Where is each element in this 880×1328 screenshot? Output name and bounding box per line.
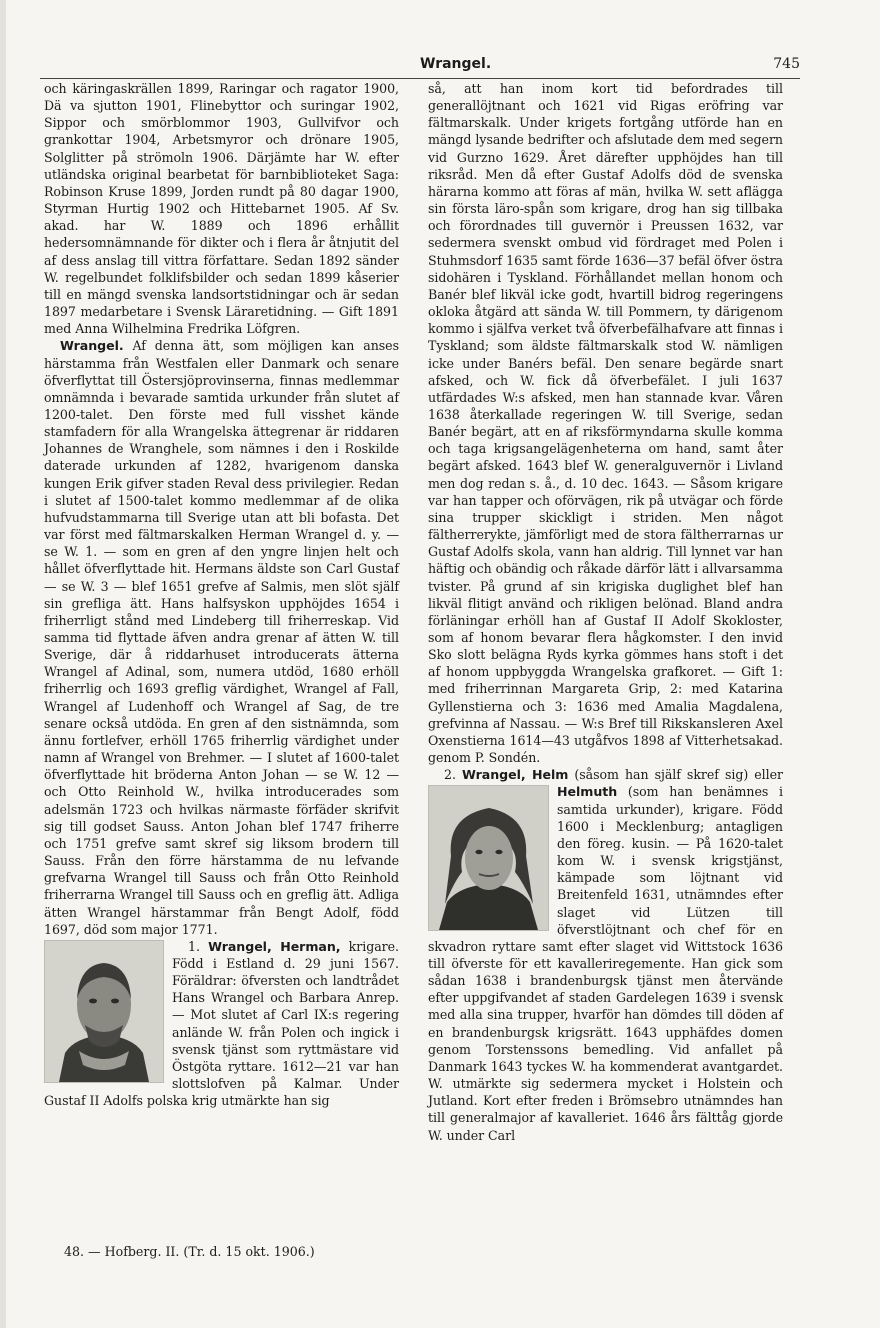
running-header (40, 50, 800, 79)
right-column (428, 80, 783, 1144)
entry-text: krigare. Född i Estland d. 29 juni 1567. Föräldrar: öfversten och landtrådet Hans Wrangel och Barbara Anrep. — Mot slutet af Carl IX:s regering anlände W. från Polen och ingick i svensk tjänst som ryttmästare vid Östgöta ryttare. 1612—21 var han slottslofven på Kalmar. Under Gustaf II Adolfs polska krig utmärkte han sig (44, 938, 399, 1109)
running-head-word: Wrangel. (420, 56, 492, 72)
entry-lemma: Wrangel, Helm (461, 767, 569, 783)
entry-lemma: Wrangel, Herman, (208, 938, 341, 954)
portrait-herman-wrangel (44, 940, 164, 1083)
entry-herman-wrangel (44, 938, 399, 1110)
entry-wrangel-family (44, 337, 399, 937)
paragraph-continued: så, att han inom kort tid befordrades till generallöjtnant och 1621 vid Rigas eröfring var fältmarskalk. Under krigets fortgång utförde han en mängd lysande bedrifter och afslutade dem med segern vid Gurzno 1629. Året därefter upphöjdes han till riksråd. Men då efter Gustaf Adolfs död de svenska härarna kommo att föras af män, hvilka W. sett aflägga sin första läro-spån som krigare, drog han sig tillbaka och förordnades till guvernör i Preussen 1632, var sedermera svenskt ombud vid fördraget med Polen i Stuhmsdorf 1635 samt förde 1636—37 befäl öfver östra sidohären i Tyskland. Förhållandet mellan honom och Banér blef likväl icke godt, hvartill bidrog regeringens okloka åtgärd att sända W. till Pommern, ty därigenom kommo i själfva verket två öfverbefälhafvare att finnas i Tyskland; som äldste fältmarskalk stod W. nämligen icke under Banérs befäl. Den senare begärde snart afsked, och W. fick då öfverbefälet. I juli 1637 utfärdades W:s afsked, men han stannade kvar. Våren 1638 återkallade regeringen W. till Sverige, sedan Banér begärt, att en af riksförmyndarna skulle komma och taga krigsangelägenheterna om hand, samt åter begärt afsked. 1643 blef W. generalguvernör i Livland men dog redan s. å., d. 10 dec. 1643. — Såsom krigare var han tapper och oförvägen, rik på utvägar och förde sina trupper skickligt i striden. Men något fältherrerykte, jämförligt med de stora fältherrarnas ur Gustaf Adolfs skola, vann han aldrig. Till lynnet var han häftig och obändig och råkade därför lätt i allvarsamma tvister. På grund af sin krigiska duglighet blef han likväl flitigt använd och rikligen belönad. Bland andra förläningar erhöll han af Gustaf II Adolf Skokloster, som af honom bevarar flera hågkomster. I den invid Sko slott belägna Ryds kyrka gömmes hans stoft i det af honom uppbyggda Wrangelska grafkoret. — Gift 1: med friherrinnan Margareta Grip, 2: med Katarina Gyllenstierna och 3: 1636 med Amalia Magdalena, grefvinna af Nassau. — W:s Bref till Rikskansleren Axel Oxenstierna 1614—43 utgåfvos 1898 af Vitterhetsakad. genom P. Sondén. (428, 81, 783, 766)
entry-aside: (såsom han själf skref sig) eller (574, 767, 783, 783)
left-column (44, 80, 399, 1109)
paragraph-continued: och käringaskrällen 1899, Raringar och ragator 1900, Dä va sjutton 1901, Flinebyttor och suringar 1902, Sippor och smörblommor 1903, Gullvifvor och grankottar 1904, Arbetsmyror och drönare 1905, Solglitter på strömoln 1906. Därjämte har W. efter utländska original bearbetat för barnbiblioteket Saga: Robinson Kruse 1899, Jorden rundt på 80 dagar 1900, Styrman Hurtig 1902 och Hittebarnet 1905. Af Sv. akad. har W. 1889 och 1896 erhållit hedersomnämnande för dikter och i flera år åtnjutit del af dess anslag till vittra författare. Sedan 1892 sänder W. regelbundet folklifsbilder och sedan 1899 kåserier till en mängd svenska landsortstidningar och är sedan 1897 medarbetare i Svensk Läraretidning. — Gift 1891 med Anna Wilhelmina Fredrika Löfgren. (44, 81, 399, 337)
page-number: 745 (773, 56, 800, 72)
entry-text: (som han benämnes i samtida urkunder), krigare. Född 1600 i Mecklenburg; antagligen den föreg. kusin. — På 1620-talet kom W. i svensk krigstjänst, kämpade som löjtnant vid Breitenfeld 1631, utnämndes efter slaget vid Lützen till öfverstlöjtnant och chef för en skvadron ryttare samt efter slaget vid Wittstock 1636 till öfverste för ett kavalleriregemente. Han gick som sådan 1638 i brandenburgsk tjänst men återvände efter uppgifvandet af staden Gardelegen 1639 i svensk med alla sina trupper, hvarför han dömdes till döden af en brandenburgsk krigsrätt. 1643 upphäfdes domen genom Torstenssons bemedling. Vid anfallet på Danmark 1643 tyckes W. ha kommenderat avantgardet. W. utmärkte sig sedermera mycket i Holstein och Jutland. Kort efter freden i Brömsebro utnämndes han till generalmajor af kavalleriet. 1646 års fälttåg gjorde W. under Carl (428, 784, 783, 1143)
portrait-image (45, 941, 163, 1082)
portrait-image (429, 786, 548, 930)
printer-signature: 48. — Hofberg. II. (Tr. d. 15 okt. 1906.) (64, 1244, 315, 1259)
entry-lemma-alt: Helmuth (557, 784, 618, 800)
entry-number: 2. (444, 767, 456, 783)
entry-lemma: Wrangel. (60, 338, 124, 354)
entry-number: 1. (188, 938, 200, 954)
page-edge-shadow (0, 0, 6, 1328)
portrait-helm-wrangel (428, 785, 549, 931)
entry-text: Af denna ätt, som möjligen kan anses härstamma från Westfalen eller Danmark och senare öfverflyttat till Östersjöprovinserna, finnas medlemmar omnämnda i bevarade samtida urkunder från slutet af 1200-talet. Den förste med full visshet kände stamfadern för alla Wrangelska ättegrenar är riddaren Johannes de Wranghele, som nämnes i den i Roskilde daterade urkunden af 1282, hvarigenom danska kungen Erik gifver staden Reval dess privilegier. Redan i slutet af 1500-talet kommo medlemmar af de olika hufvudstammarna till Sverige utan att bli bofasta. Det var först med fältmarskalken Herman Wrangel d. y. — se W. 1. — som en gren af den yngre linjen helt och hållet öfverflyttade hit. Hermans äldste son Carl Gustaf — se W. 3 — blef 1651 grefve af Salmis, men slöt själf sin grefliga ätt. Hans halfsyskon upphöjdes 1654 i friherrligt stånd med Lindeberg till friherreskap. Vid samma tid flyttade äfven andra grenar af ätten W. till Sverige, där å riddarhuset introducerats ätterna Wrangel af Adinal, som, numera utdöd, 1680 erhöll friherrlig och 1693 greflig värdighet, Wrangel af Fall, Wrangel af Ludenhoff och Wrangel af Sag, de tre senare också utdöda. En gren af den sistnämnda, som ännu fortlefver, erhöll 1765 friherrlig värdighet under namn af Wrangel von Brehmer. — I slutet af 1600-talet öfverflyttade hit bröderna Anton Johan — se W. 12 — och Otto Reinhold W., hvilka introducerades som adelsmän 1723 och hvilkas närmaste förfäder skrifvit sig till godset Sauss. Anton Johan blef 1747 friherre och 1751 grefve samt skref sig liksom brodern till Sauss. Från den förre härstamma de nu lefvande grefvarna Wrangel till Sauss och från Otto Reinhold friherrarna Wrangel till Sauss och en greflig ätt. Adliga ätten Wrangel härstammar från Bengt Adolf, född 1697, död som major 1771. (44, 338, 399, 937)
entry-helm-wrangel (428, 766, 783, 1143)
